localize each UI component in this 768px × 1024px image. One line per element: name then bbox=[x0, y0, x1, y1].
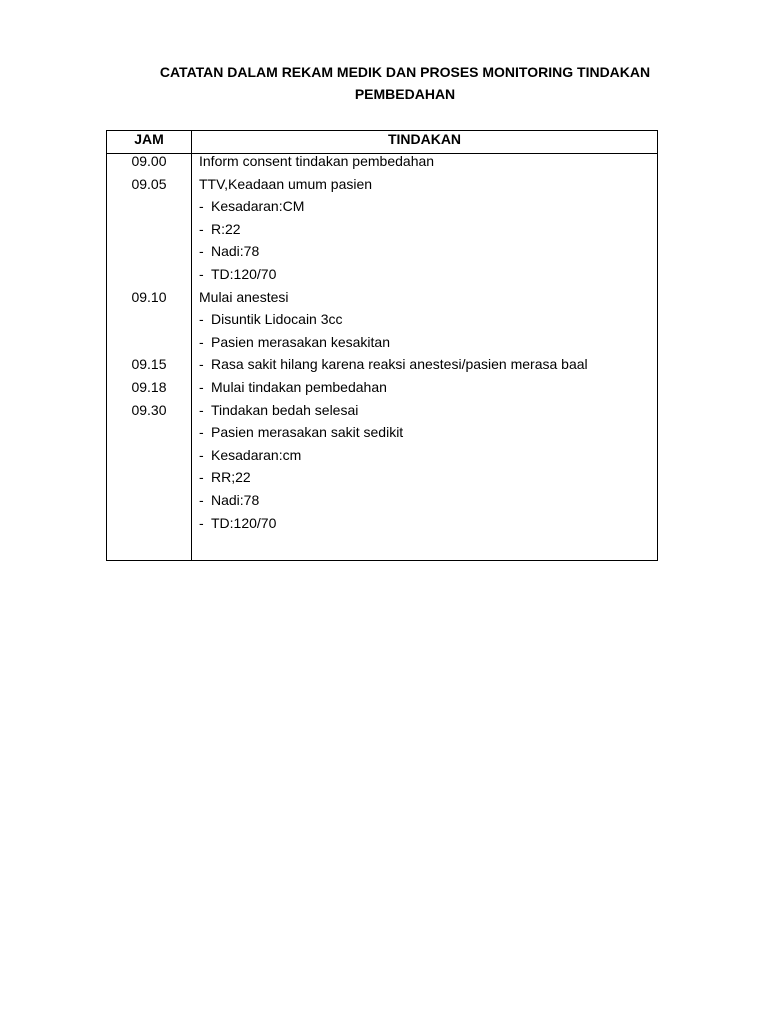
row-action bbox=[199, 243, 259, 259]
title-line-2: PEMBEDAHAN bbox=[354, 86, 456, 102]
row-action-text: Nadi:78 bbox=[211, 243, 260, 260]
monitoring-table bbox=[106, 130, 658, 561]
list-dash: - bbox=[199, 446, 204, 463]
row-action bbox=[199, 469, 251, 485]
row-action-text: Disuntik Lidocain 3cc bbox=[211, 311, 343, 328]
row-action-text: Rasa sakit hilang karena reaksi anestesi/pasien merasa baal bbox=[211, 356, 588, 373]
row-action-text: RR;22 bbox=[211, 469, 251, 486]
list-dash: - bbox=[199, 311, 204, 328]
table-row bbox=[107, 176, 657, 199]
table-row bbox=[107, 356, 657, 379]
row-action bbox=[199, 447, 301, 463]
list-dash: - bbox=[199, 514, 204, 531]
table-row bbox=[107, 311, 657, 334]
row-action-text: Nadi:78 bbox=[211, 491, 260, 508]
list-dash: - bbox=[199, 378, 204, 395]
list-dash: - bbox=[199, 401, 204, 418]
row-action-text: Kesadaran:CM bbox=[211, 198, 305, 215]
row-action bbox=[199, 334, 390, 350]
table-row bbox=[107, 402, 657, 425]
row-action bbox=[199, 515, 276, 531]
table-row bbox=[107, 469, 657, 492]
list-dash: - bbox=[199, 333, 204, 350]
row-action bbox=[199, 424, 403, 440]
row-action-text: Tindakan bedah selesai bbox=[211, 401, 359, 418]
row-action-text: TD:120/70 bbox=[211, 514, 277, 531]
header-jam: JAM bbox=[134, 131, 164, 147]
row-action-text: TD:120/70 bbox=[211, 265, 277, 282]
list-dash: - bbox=[199, 265, 204, 282]
row-time: 09.10 bbox=[131, 288, 167, 305]
table-row bbox=[107, 447, 657, 470]
row-action-text: Mulai tindakan pembedahan bbox=[211, 378, 387, 395]
row-time: 09.05 bbox=[131, 175, 167, 192]
row-action-text: Pasien merasakan sakit sedikit bbox=[211, 424, 404, 441]
row-action bbox=[199, 266, 276, 282]
header-tindakan: TINDAKAN bbox=[387, 131, 462, 147]
list-dash: - bbox=[199, 243, 204, 260]
row-action-text: R:22 bbox=[211, 220, 241, 237]
table-row bbox=[107, 334, 657, 357]
row-action bbox=[199, 176, 372, 192]
list-dash: - bbox=[199, 424, 204, 441]
table-row bbox=[107, 289, 657, 312]
table-row bbox=[107, 266, 657, 289]
list-dash: - bbox=[199, 491, 204, 508]
table-row bbox=[107, 424, 657, 447]
row-action-text: Pasien merasakan kesakitan bbox=[211, 333, 390, 350]
row-action bbox=[199, 356, 588, 372]
row-action-text: Mulai anestesi bbox=[199, 288, 289, 305]
row-action bbox=[199, 221, 241, 237]
list-dash: - bbox=[199, 220, 204, 237]
row-action bbox=[199, 402, 358, 418]
table-row bbox=[107, 515, 657, 538]
row-action bbox=[199, 153, 434, 169]
row-action bbox=[199, 289, 289, 305]
row-action bbox=[199, 198, 304, 214]
table-row bbox=[107, 243, 657, 266]
row-time: 09.15 bbox=[131, 356, 167, 373]
row-action bbox=[199, 379, 387, 395]
row-time: 09.00 bbox=[131, 153, 167, 169]
list-dash: - bbox=[199, 198, 204, 215]
table-row bbox=[107, 492, 657, 515]
table-row bbox=[107, 221, 657, 244]
row-action-text: Kesadaran:cm bbox=[211, 446, 302, 463]
table-row bbox=[107, 198, 657, 221]
list-dash: - bbox=[199, 469, 204, 486]
list-dash: - bbox=[199, 356, 204, 373]
row-action-text: Inform consent tindakan pembedahan bbox=[199, 153, 435, 169]
row-action-text: TTV,Keadaan umum pasien bbox=[199, 175, 373, 192]
row-time: 09.18 bbox=[131, 378, 167, 395]
table-row bbox=[107, 153, 657, 176]
row-time: 09.30 bbox=[131, 401, 167, 418]
table-body bbox=[107, 153, 657, 537]
document-title bbox=[105, 61, 705, 105]
title-line-1: CATATAN DALAM REKAM MEDIK DAN PROSES MONITORING TINDAKAN bbox=[159, 64, 651, 80]
table-row bbox=[107, 379, 657, 402]
table-header-row bbox=[107, 131, 657, 154]
row-action bbox=[199, 492, 259, 508]
row-action bbox=[199, 311, 343, 327]
